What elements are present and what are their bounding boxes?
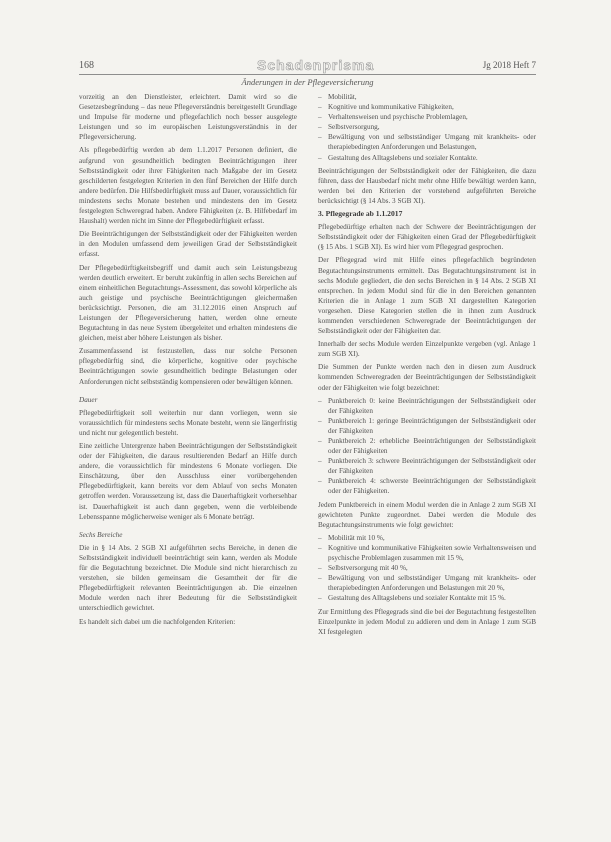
paragraph: Eine zeitliche Untergrenze haben Beeinträchtigungen der Selbstständigkeit oder der Fähigkeiten, die daraus resultierenden Bedarf an Hilfe durch andere, die voraussichtlich für mindestens 6 Monate vorliegen. Die Einschätzung, über den Ausschluss einer vorübergehenden Pflegebedürftigkeit, kann bereits vor dem Ablauf von sechs Monaten getroffen werden. Voraussetzung ist, dass die Dauerhaftigkeit vorhersehbar ist. Dauerhaftigkeit ist auch dann gegeben, wenn die verbleibende Lebensspanne möglicherweise weniger als 6 Monate beträgt.	[79, 442, 297, 521]
paragraph: Jedem Punktbereich in einem Modul werden die in Anlage 2 zum SGB XI gewichteten Punkte zugeordnet. Dabei werden die Module des Begutachtungsinstruments wie folgt gewichtet:	[318, 500, 536, 529]
paragraph: Als pflegebedürftig werden ab dem 1.1.2017 Personen definiert, die aufgrund von gesundheitlich bedingten Beeinträchtigungen ihrer Selbstständigkeit oder ihrer Fähigkeiten nach Maßgabe der im Gesetz geschilderten festgelegten Kriterien in den fünf Bereichen der Hilfe durch andere bedürfen. Die Hilfsbedürftigkeit muss auf Dauer, voraussichtlich für mindestens sechs Monate bestehen und mindestens den im Gesetz festgelegten Schweregrad haben. Andere Fähigkeiten (z. B. Hilfebedarf im Haushalt) werden nicht im Sinne der Pflegebedürftigkeit erfasst.	[79, 146, 297, 226]
paragraph: vorzeitig an den Dienstleister, erleichtert. Damit wird so die Gesetzesbegründung – das neue Pflegeverständnis bereitgestellt Grundlage und Impulse für moderne und pflegefachlich noch besser ausgelegte Leistungen und so im europäischen Leistungsverständnis in der Pflegeversicherung.	[79, 93, 297, 142]
left-column	[79, 92, 297, 630]
issue-label: Jg 2018 Heft 7	[482, 60, 536, 70]
subheading-sechs-bereiche: Sechs Bereiche	[79, 530, 123, 539]
module-list	[318, 92, 536, 163]
paragraph: Die Beeinträchtigungen der Selbstständigkeit oder der Fähigkeiten werden in den Modulen umfassend dem jeweiligen Grad der Selbstständigkeit erfasst.	[79, 230, 297, 259]
paragraph: Der Pflegebedürftigkeitsbegriff und damit auch sein Leistungsbezug werden deutlich erweitert. Er beruht zukünftig in allen sechs Bereichen auf einem einheitlichen Begutachtungs-Assessment, das sowohl körperliche als auch geistige und psychische Beeinträchtigungen gleichermaßen berücksichtigt. Personen, die am 31.12.2016 einen Anspruch auf Leistungen der Pflegeversicherung hatten, werden ohne erneute Begutachtung in das neue System übergeleitet und erhalten mindestens die gleichen, meist aber höhere Leistungen als bisher.	[79, 263, 297, 343]
list-item: – Punktbereich 3: schwere Beeinträchtigungen der Selbstständigkeit oder der Fähigkeiten	[318, 456, 536, 476]
paragraph: Die Summen der Punkte werden nach den in diesen zum Ausdruck kommenden Schweregraden der Beeinträchtigungen der Selbstständigkeit oder der Fähigkeiten wie folgt bezeichnet:	[318, 363, 536, 392]
list-item: – Mobilität,	[318, 92, 536, 102]
list-item: – Kognitive und kommunikative Fähigkeiten,	[318, 102, 536, 112]
list-item: – Mobilität mit 10 %,	[318, 533, 536, 543]
running-header	[79, 57, 536, 78]
point-range-list	[318, 396, 536, 497]
section-subtitle: Änderungen in der Pflegeversicherung	[241, 77, 374, 87]
list-item: – Bewältigung von und selbstständiger Umgang mit krankheits- oder therapiebedingten Anforderungen und Belastungen,	[318, 132, 536, 152]
paragraph: Die in § 14 Abs. 2 SGB XI aufgeführten sechs Bereiche, in denen die Selbstständigkeit individuell beeinträchtigt sein kann, werden als Module für die Begutachtung bezeichnet. Die Module sind nicht hierarchisch zu verstehen, sie bilden gemeinsam die Gesamtheit der für die Pflegebedürftigkeit relevanten Beeinträchtigungen ab. Die einzelnen Module werden nach ihrer Bedeutung für die Selbstständigkeit unterschiedlich gewichtet.	[79, 543, 297, 613]
paragraph: Beeinträchtigungen der Selbstständigkeit oder der Fähigkeiten, die dazu führen, dass der Hausbedarf nicht mehr ohne Hilfe bewältigt werden kann, werden bei den Kriterien der vorstehend aufgeführten Bereiche berücksichtigt (§ 14 Abs. 3 SGB XI).	[318, 166, 536, 205]
list-item: – Punktbereich 2: erhebliche Beeinträchtigungen der Selbstständigkeit oder der Fähigkeiten	[318, 436, 536, 456]
paragraph: Der Pflegegrad wird mit Hilfe eines pflegefachlich begründeten Begutachtungsinstruments ermittelt. Das Begutachtungsinstrument ist in sechs Module gegliedert, die den sechs Bereichen in § 14 Abs. 2 SGB XI entsprechen. In jedem Modul sind für die in den Bereichen genannten Kriterien die in Anlage 1 zum SGB XI dargestellten Kategorien vorgesehen. Diese Kategorien stellen die in ihnen zum Ausdruck kommenden verschiedenen Schweregrade der Beeinträchtigungen der Selbstständigkeit oder der Fähigkeiten dar.	[318, 256, 536, 336]
subheading-dauer: Dauer	[79, 395, 98, 404]
paragraph: Es handelt sich dabei um die nachfolgenden Kriterien:	[79, 617, 236, 626]
list-item: – Kognitive und kommunikative Fähigkeiten sowie Verhaltensweisen und psychische Problemlagen zusammen mit 15 %,	[318, 543, 536, 563]
header-divider	[79, 74, 536, 75]
list-item: – Punktbereich 0: keine Beeinträchtigungen der Selbstständigkeit oder der Fähigkeiten	[318, 396, 536, 416]
page-number: 168	[79, 60, 94, 71]
journal-logo: Schadenprisma	[257, 57, 375, 73]
paragraph: Innerhalb der sechs Module werden Einzelpunkte vergeben (vgl. Anlage 1 zum SGB XI).	[318, 340, 536, 359]
list-item: – Verhaltensweisen und psychische Problemlagen,	[318, 112, 536, 122]
weighting-list	[318, 533, 536, 604]
paragraph: Zusammenfassend ist festzustellen, dass nur solche Personen pflegebedürftig sind, die körperliche, kognitive oder psychische Beeinträchtigungen sowie gesundheitlich bedingte Belastungen oder Anforderungen nicht selbstständig kompensieren oder bewältigen können.	[79, 347, 297, 386]
list-item: – Gestaltung des Alltagslebens und sozialer Kontakte.	[318, 153, 536, 163]
list-item: – Selbstversorgung,	[318, 122, 536, 132]
list-item: – Punktbereich 4: schwerste Beeinträchtigungen der Selbstständigkeit oder der Fähigkeiten.	[318, 476, 536, 496]
list-item: – Gestaltung des Alltagslebens und sozialer Kontakte mit 15 %.	[318, 593, 536, 603]
list-item: – Punktbereich 1: geringe Beeinträchtigungen der Selbstständigkeit oder der Fähigkeiten	[318, 416, 536, 436]
paragraph: Pflegebedürftige erhalten nach der Schwere der Beeinträchtigungen der Selbstständigkeit oder der Fähigkeiten einen Grad der Pflegebedürftigkeit (§ 15 Abs. 1 SGB XI). Es wird hier vom Pflegegrad gesprochen.	[318, 223, 536, 252]
list-item: – Selbstversorgung mit 40 %,	[318, 563, 536, 573]
paragraph: Pflegebedürftigkeit soll weiterhin nur dann vorliegen, wenn sie voraussichtlich für mindestens sechs Monate besteht, wenn sie längerfristig und nicht nur gelegentlich besteht.	[79, 408, 297, 437]
list-item: – Bewältigung von und selbstständiger Umgang mit krankheits- oder therapiebedingten Anforderungen und Belastungen mit 20 %,	[318, 573, 536, 593]
paragraph: Zur Ermittlung des Pflegegrads sind die bei der Begutachtung festgestellten Einzelpunkte in jedem Modul zu addieren und dem in Anlage 1 zum SGB XI festgelegten	[318, 607, 536, 636]
right-column	[318, 92, 536, 640]
section-heading: 3. Pflegegrade ab 1.1.2017	[318, 209, 403, 219]
